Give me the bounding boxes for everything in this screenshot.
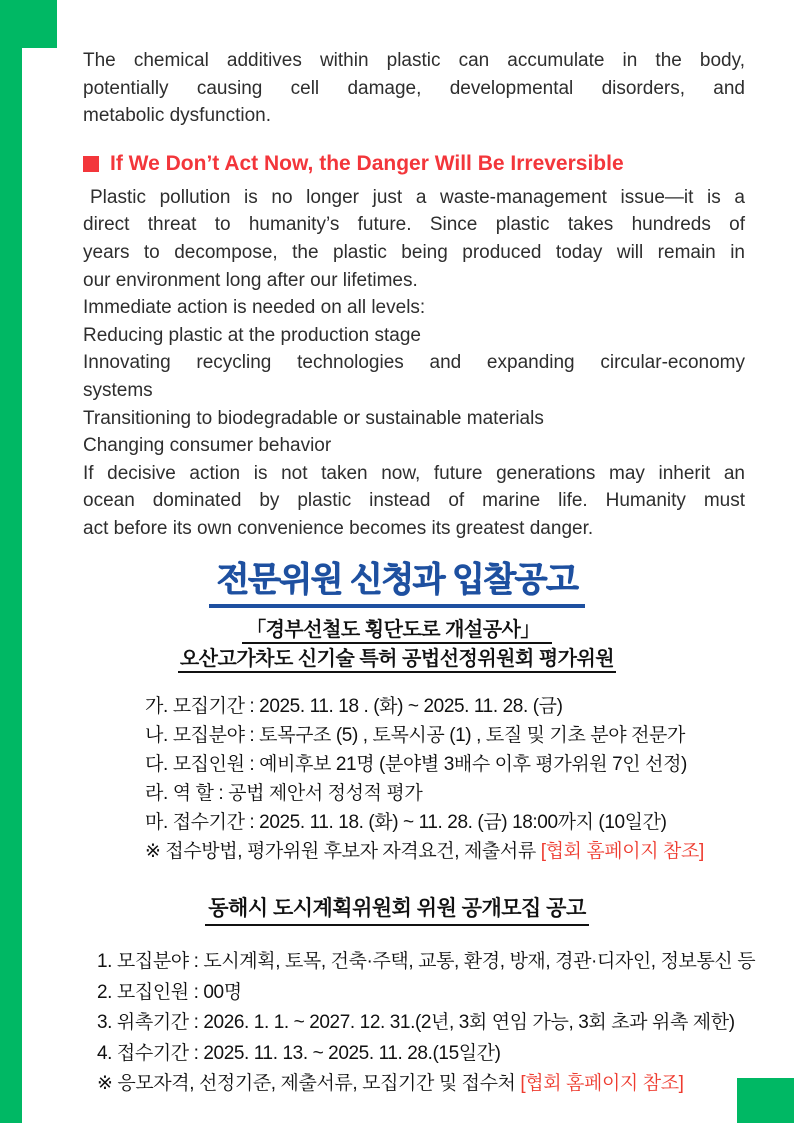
note-text: ※ 접수방법, 평가위원 후보자 자격요건, 제출서류 — [145, 841, 541, 862]
korean-main-title-wrap — [0, 552, 794, 608]
list-item: 마. 접수기간 : 2025. 11. 18. (화) ~ 11. 28. (금) 18:00까지 (10일간) — [145, 812, 667, 833]
paragraph-line: metabolic dysfunction. — [83, 105, 271, 127]
notice1-title-line2: 오산고가차도 신기술 특허 공법선정위원회 평가위원 — [178, 648, 616, 673]
notice2-title-wrap — [0, 892, 794, 926]
list-item: 1. 모집분야 : 도시계획, 토목, 건축·주택, 교통, 환경, 방재, 경관·디자인, 정보통신 등 — [97, 951, 756, 972]
notice2-note — [97, 1069, 755, 1100]
list-item: 4. 접수기간 : 2025. 11. 13. ~ 2025. 11. 28.(15일간) — [97, 1042, 501, 1064]
paragraph-line: direct threat to humanity’s future. Since plastic takes hundreds of — [83, 214, 745, 236]
paragraph-line: Innovating recycling technologies and expanding circular-economy — [83, 352, 745, 374]
paragraph-line: our environment long after our lifetimes. — [83, 269, 418, 291]
top-left-green-square — [0, 0, 57, 48]
paragraph-line: Transitioning to biodegradable or sustainable materials — [83, 407, 544, 429]
paragraph-line: ocean dominated by plastic instead of marine life. Humanity must — [83, 490, 745, 512]
list-item: 3. 위촉기간 : 2026. 1. 1. ~ 2027. 12. 31.(2년, 3회 연임 가능, 3회 초과 위촉 제한) — [97, 1012, 735, 1033]
paragraph-line: act before its own convenience becomes its greatest danger. — [83, 517, 594, 539]
note-text: ※ 응모자격, 선정기준, 제출서류, 모집기간 및 접수처 — [97, 1073, 521, 1094]
paragraph-line: potentially causing cell damage, developmental disorders, and — [83, 77, 745, 99]
notice1-list — [145, 692, 704, 866]
paragraph-line: Immediate action is needed on all levels: — [83, 297, 426, 319]
section-heading-text: If We Don’t Act Now, the Danger Will Be Irreversible — [110, 151, 624, 175]
list-item: 가. 모집기간 : 2025. 11. 18 . (화) ~ 2025. 11. 28. (금) — [145, 696, 563, 717]
note-red-reference: [협회 홈페이지 참조] — [520, 1073, 684, 1094]
notice1-note — [145, 837, 704, 866]
paragraph-line: systems — [83, 379, 153, 401]
paragraph-line: If decisive action is not taken now, future generations may inherit an — [83, 462, 745, 484]
notice1-titles — [0, 616, 794, 674]
list-item: 다. 모집인원 : 예비후보 21명 (분야별 3배수 이후 평가위원 7인 선정) — [145, 754, 687, 775]
notice2-title: 동해시 도시계획위원회 위원 공개모집 공고 — [205, 892, 589, 926]
list-item: 나. 모집분야 : 토목구조 (5) , 토목시공 (1) , 토질 및 기초 분야 전문가 — [145, 725, 685, 746]
notice2-list — [97, 947, 755, 1100]
list-item: 2. 모집인원 : 00명 — [97, 981, 242, 1003]
notice1-title-line1: 「경부선철도 횡단도로 개설공사」 — [242, 619, 552, 644]
list-item: 라. 역 할 : 공법 제안서 정성적 평가 — [145, 783, 423, 804]
note-red-reference: [협회 홈페이지 참조] — [540, 841, 704, 862]
paragraph-line: Plastic pollution is no longer just a waste-management issue—it is a — [90, 186, 745, 208]
paragraph-chemical-additives — [83, 47, 745, 130]
red-square-bullet-icon — [83, 156, 99, 172]
paragraph-line: The chemical additives within plastic can accumulate in the body, — [83, 50, 745, 71]
paragraph-plastic-pollution — [83, 184, 745, 543]
english-text-column — [83, 47, 745, 543]
paragraph-line: Reducing plastic at the production stage — [83, 324, 421, 346]
paragraph-line: years to decompose, the plastic being produced today will remain in — [83, 241, 745, 263]
section-heading-danger — [83, 150, 745, 178]
korean-main-title: 전문위원 신청과 입찰공고 — [209, 552, 586, 608]
paragraph-line: Changing consumer behavior — [83, 435, 332, 457]
